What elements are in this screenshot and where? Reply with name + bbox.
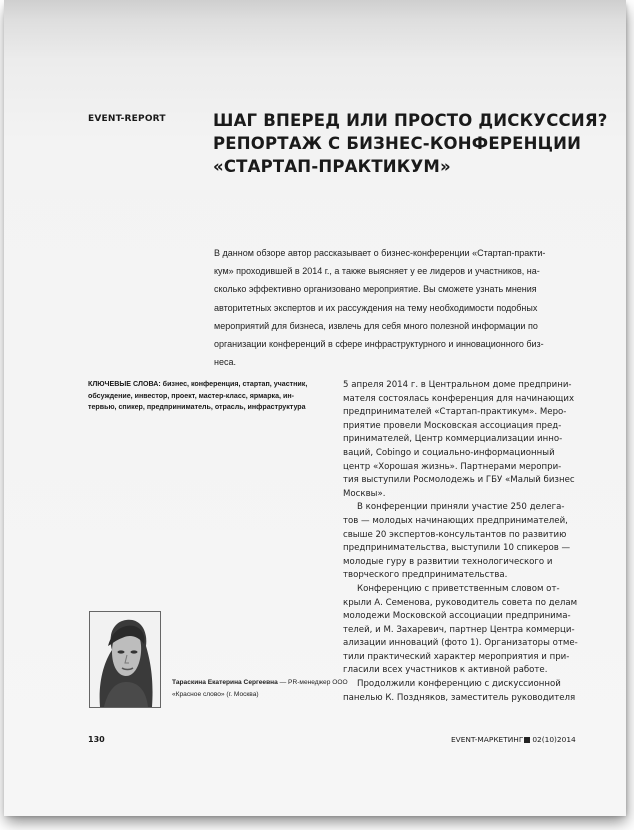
body-line: ваций, Cobingo и социально-информационный [343,447,555,458]
author-name: Тараскина Екатерина Сергеевна [172,679,278,686]
body-line: Конференцию с приветственным словом от- [357,583,560,594]
body-line: 5 апреля 2014 г. в Центральном доме предприни- [343,380,572,390]
body-line: ализации инноваций (фото 1). Организаторы отме- [343,638,578,649]
abstract-line: организации конференций в сфере инфраструктурного и инновационного биз- [214,339,544,350]
body-line: В конференции приняли участие 250 делега- [357,502,565,513]
abstract-line: авторитетных экспертов и их рассуждения на тему необходимости подобных [214,302,538,313]
body-line: мателя состоялась конференция для начинающих [343,393,575,404]
body-line: тили практический характер мероприятия и при- [343,651,570,662]
body-line: тия выступили Росмолодежь и ГБУ «Малый бизнес [343,475,575,486]
author-role: — PR-менеджер ООО [277,679,348,686]
author-caption [172,677,348,700]
square-bullet-icon [524,737,530,743]
title-line: «СТАРТАП-ПРАКТИКУМ» [213,157,451,176]
body-line: гласили всех участников к активной работе. [343,665,548,676]
body-line: принимателей, Центр коммерциализации инно- [343,434,563,445]
author-photo [89,611,161,708]
body-line: Продолжили конференцию с дискуссионной [357,679,561,690]
body-line: панелью К. Поздняков, заместитель руководителя [343,692,576,703]
body-line: центр «Хорошая жизнь». Партнерами меропри- [343,461,562,472]
abstract-line: кум» проходившей в 2014 г., а также выясняет у ее лидеров и участников, на- [214,266,540,277]
body-line: молодые гуру в развитии технологического и [343,556,553,567]
abstract-line: В данном обзоре автор рассказывает о бизнес-конференции «Стартап-практи- [214,248,546,258]
author-portrait-image [90,612,160,707]
body-line: предпринимательства, выступили 10 спикеров — [343,543,571,554]
title-line: ШАГ ВПЕРЕД ИЛИ ПРОСТО ДИСКУССИЯ? [213,111,608,130]
title-line: РЕПОРТАЖ С БИЗНЕС-КОНФЕРЕНЦИИ [213,134,582,153]
body-line: молодежи Московской ассоциации предпринима- [343,611,571,622]
keywords-block [88,379,316,414]
keywords-line: КЛЮЧЕВЫЕ СЛОВА: бизнес, конференция, стартап, участник, [88,380,308,388]
author-line-1 [172,677,348,689]
body-line: крыли А. Семенова, руководитель совета по делам [343,597,578,608]
keywords-line: обсуждение, инвестор, проект, мастер-класс, ярмарка, ин- [88,391,294,400]
body-line: творческого предпринимательства. [343,570,508,581]
body-line: приятие провели Московская ассоциация пред- [343,420,562,431]
body-line: предпринимателей «Стартап-практикум». Меро- [343,407,567,418]
abstract-line: мероприятий для бизнеса, извлечь для себя много полезной информации по [214,320,538,331]
article-title [213,109,608,178]
journal-footer [451,735,576,744]
journal-issue: 02(10)2014 [532,735,576,744]
body-line: тов — молодых начинающих предпринимателей, [343,515,568,526]
body-line: Москвы». [343,488,386,499]
rubric-label: EVENT-REPORT [88,114,166,124]
abstract-line: неса. [214,357,236,368]
article-body [343,379,579,705]
author-org: «Красное слово» (г. Москва) [172,690,259,698]
keywords-line: тервью, спикер, предприниматель, отрасль, инфраструктура [88,403,306,412]
body-line: телей, и М. Захаревич, партнер Центра коммерци- [343,624,575,635]
abstract-line: сколько эффективно организовано мероприятие. Вы сможете узнать мнения [214,284,537,295]
body-line: свыше 20 экспертов-консультантов по развитию [343,529,567,540]
article-abstract [214,244,574,371]
journal-name: EVENT-МАРКЕТИНГ [451,735,524,744]
page-number: 130 [88,735,105,744]
